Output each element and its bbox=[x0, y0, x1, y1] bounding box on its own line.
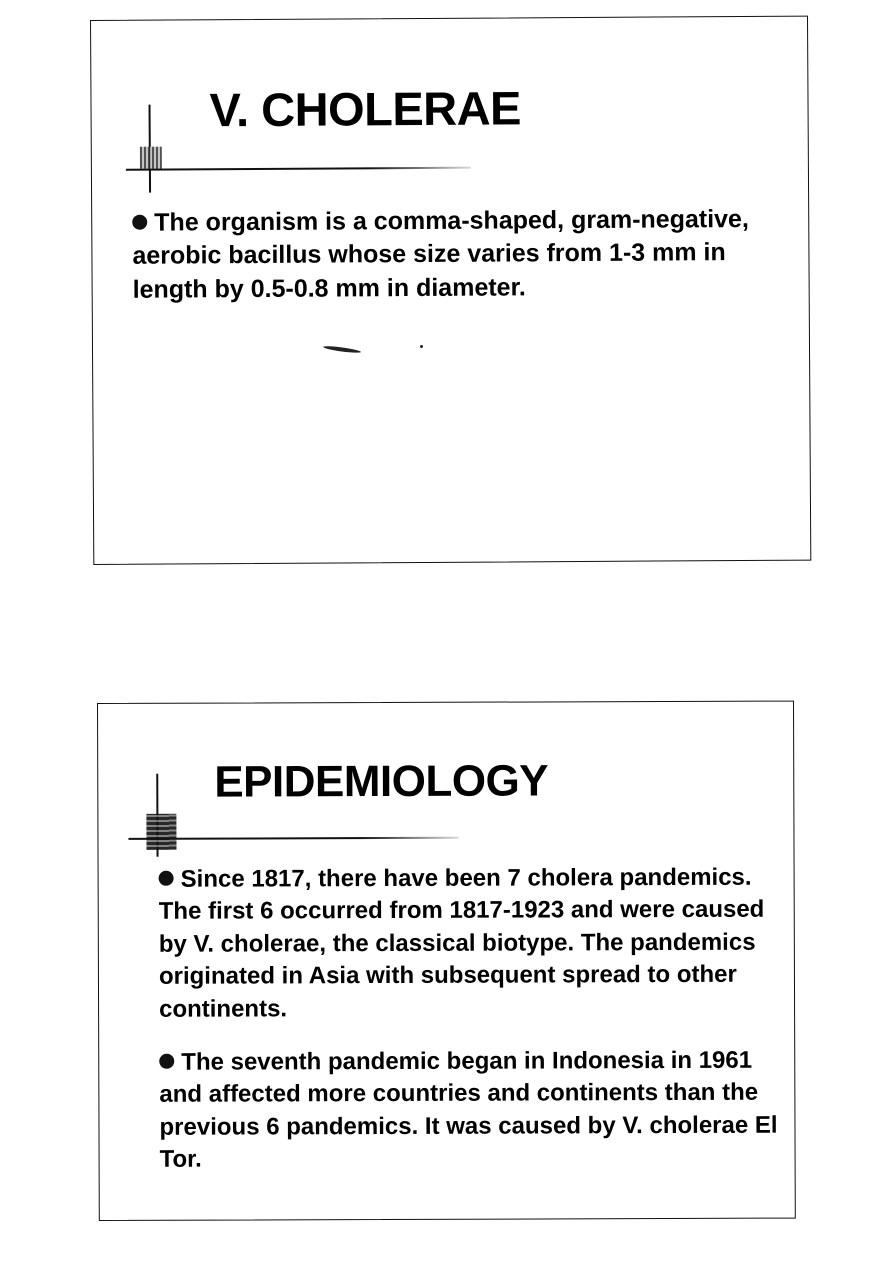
bullet-text: The organism is a comma-shaped, gram-negative, aerobic bacillus whose size varies from 1-3 mm in length by 0.5-0.8 mm in diameter. bbox=[132, 204, 749, 304]
title-underline bbox=[126, 167, 471, 171]
bullet-item bbox=[132, 203, 801, 307]
slide-v-cholerae bbox=[90, 16, 811, 565]
scan-smudge bbox=[323, 345, 361, 354]
bullet-item bbox=[159, 862, 785, 1026]
bullet-icon bbox=[132, 215, 147, 230]
bullet-icon bbox=[159, 1054, 174, 1069]
bullet-text: The seventh pandemic began in Indonesia in 1961 and affected more countries and continents than the previous 6 pandemics. It was caused by V. cholerae El Tor. bbox=[159, 1046, 778, 1173]
scan-speck bbox=[420, 345, 423, 348]
title-marker-block bbox=[140, 147, 162, 169]
slide-epidemiology bbox=[97, 701, 796, 1221]
bullet-text: Since 1817, there have been 7 cholera pandemics. The first 6 occurred from 1817-1923 and were caused by V. cholerae, the classical biotype. The pandemics originated in Asia with subsequent spread to other continents. bbox=[158, 863, 765, 1023]
bullet-icon bbox=[159, 871, 174, 886]
title-marker-block bbox=[146, 814, 176, 850]
title-underline bbox=[128, 837, 458, 840]
slide-title: EPIDEMIOLOGY bbox=[214, 756, 549, 807]
bullet-item bbox=[159, 1045, 784, 1177]
slide-title: V. CHOLERAE bbox=[209, 81, 522, 137]
